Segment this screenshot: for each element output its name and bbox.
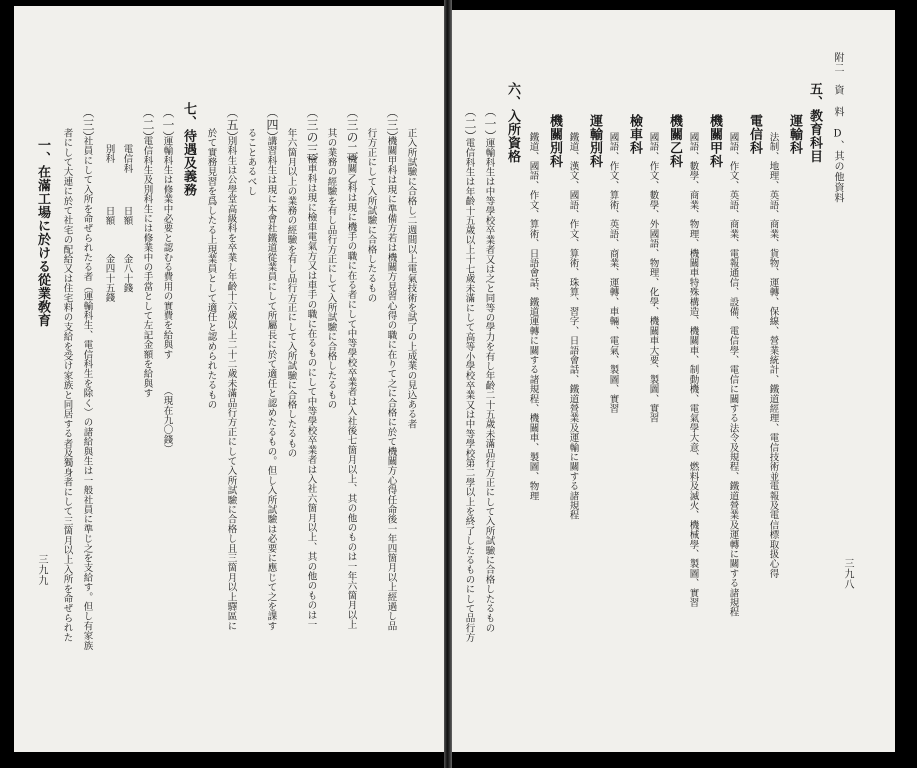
item-mark: （二） bbox=[141, 106, 155, 144]
item-text-cont: 於て實務見習を爲したる上現業員として適任と認められたるもの bbox=[205, 128, 217, 410]
running-head: 附二 資 料 D、其の他資料 bbox=[832, 52, 843, 203]
item-text: 運輸科生は中等學校卒業者又は之と同等の學力を有し年齡二十五歲未滿品行方正にして入所試驗に合格したるもの bbox=[483, 138, 495, 633]
subject-label: 電信科 bbox=[747, 114, 762, 155]
allowance-label: 別科 bbox=[103, 144, 115, 164]
section-title-7: 七、待遇及義務 bbox=[181, 102, 196, 197]
item-mark: （三の三） bbox=[305, 106, 319, 169]
right-page bbox=[452, 10, 895, 752]
left-page bbox=[14, 6, 444, 752]
item-text-cont: 行方正にして入所試驗に合格したるもの bbox=[365, 128, 377, 303]
allowance-amount: 金四十五錢 bbox=[103, 254, 115, 303]
next-section-heading: 一、在滿工場に於ける從業敎育 bbox=[35, 138, 50, 327]
item-text: 電信科生及別科生には修業中の手當として左記金額を給與す bbox=[141, 136, 153, 398]
page-number-left: 三九九 bbox=[36, 554, 47, 586]
subject-text: 國語、作文、數學、外國語、物理、化學、機關車大要、製圖、實習 bbox=[647, 132, 659, 423]
item-text: 講習科生は現に本會社鐵道從業員にして所屬長に於て適任と認めたるもの。但し入所試驗は必要に應じて之を課す bbox=[265, 136, 277, 631]
item-text: 電信科生は年齡十五歲以上十七歲未滿にして高等小學校卒業又は中等學校第二學以上を終了したるものにして品行方 bbox=[463, 138, 475, 643]
item-mark: （一） bbox=[161, 106, 175, 144]
item-text: 社員にして入所を命ぜられたる者（運輸科生、電信科生を除く）の諸給與生は一般社員に準じ之を支給す。但し有家族 bbox=[81, 136, 93, 651]
subject-label: 機關別科 bbox=[547, 114, 562, 168]
subject-label: 機關乙科 bbox=[667, 114, 682, 168]
item-text: 運輸科生は修業中必要と認むる費用の實費を給與す bbox=[161, 136, 173, 360]
allowance-period: 日額 bbox=[121, 206, 133, 226]
item-text: 別科生は公學堂高級科を卒業し年齡十六歲以上二十二歲未滿品行方正にして入所試驗に合格し且三箇月以上驛區に bbox=[225, 136, 237, 631]
subject-label: 檢車科 bbox=[627, 114, 642, 155]
item-mark: （二） bbox=[463, 105, 477, 143]
subject-label: 機關甲科 bbox=[707, 114, 722, 168]
item-mark: （四） bbox=[265, 106, 279, 144]
subject-label: 運輸科 bbox=[787, 114, 802, 155]
allowance-period: 日額 bbox=[103, 206, 115, 226]
item-text-cont: 者にして大連に於て社宅の配給又は住宅料の支給を受け家族と同居する者及獨身者にして三箇月以上入所を命ぜられた bbox=[61, 128, 73, 643]
item-text: 機關甲科は現に準備方若は機關方見習心得の職に在りて之に合格に於て機關方心得任命後一年四箇月以上經過し品 bbox=[385, 136, 397, 631]
subject-text: 法制、地理、英語、商業、貨物、運轉、保線、營業統計、鐵道經理、電信技術並電報及電信標取扱心得 bbox=[767, 132, 779, 579]
subject-text: 鐵道、漢文、國語、作文、算術、珠算、習字、日語會話、鐵道營業及運輸に關する諸規程 bbox=[567, 132, 579, 520]
subject-text: 國語、作文、英語、商業、電報通信、設備、電信學、電信に關する法令及規程、鐵道營業及運轉に關する諸規程 bbox=[727, 132, 739, 617]
subject-text: 國語、數學、商業、物理、機關車特殊構造、機關車、制動機、電氣學大意、燃料及滅火、機械學、製圖、實習 bbox=[687, 132, 699, 608]
subject-text: 鐵道、國語、作文、算術、日語會話、鐵道運轉に關する諸規程、機關車、製圖、物理 bbox=[527, 132, 539, 501]
section-title-6: 六、入所資格 bbox=[505, 82, 520, 163]
section-title-5: 五、教育科目 bbox=[807, 82, 822, 163]
allowance-label: 電信科 bbox=[121, 144, 133, 174]
item-text: 檢車科は現に檢車電氣方又は車手の職に在るものにして中等學校卒業者は入社六箇月以上、其の他のものは一 bbox=[305, 154, 317, 630]
item-mark: （三の二） bbox=[345, 106, 359, 169]
item-mark: （一） bbox=[483, 105, 497, 143]
item-text: 機關乙科は現に機手の職に在る者にして中等學校卒業者は入社後七箇月以上、其の他のものは一年六箇月以上 bbox=[345, 154, 357, 630]
item-mark: （五） bbox=[225, 106, 239, 144]
item-mark: （三） bbox=[385, 106, 399, 144]
item-mark: （三） bbox=[81, 106, 95, 144]
item-text-cont: ることあるべし bbox=[245, 128, 257, 196]
book-gutter bbox=[444, 0, 452, 768]
subject-label: 運輸別科 bbox=[587, 114, 602, 168]
continuation-text: 正入所試驗に合格し二週間以上電氣技術を試了の上成業の見込ある者 bbox=[405, 128, 417, 429]
item-note: （現在九〇錢） bbox=[161, 386, 173, 454]
page-number-right: 三九八 bbox=[842, 558, 853, 590]
subject-text: 國語、作文、算術、英語、商業、運轉、車輛、電氣、製圖、實習 bbox=[607, 132, 619, 414]
item-text-cont: 年六箇月以上の業務の經驗を有し品行方正にして入所試驗に合格したるもの bbox=[285, 128, 297, 458]
item-text-cont: 其の業務の經驗を有し品行方正にして入所試驗に合格したるもの bbox=[325, 128, 337, 410]
allowance-amount: 金八十錢 bbox=[121, 254, 133, 293]
